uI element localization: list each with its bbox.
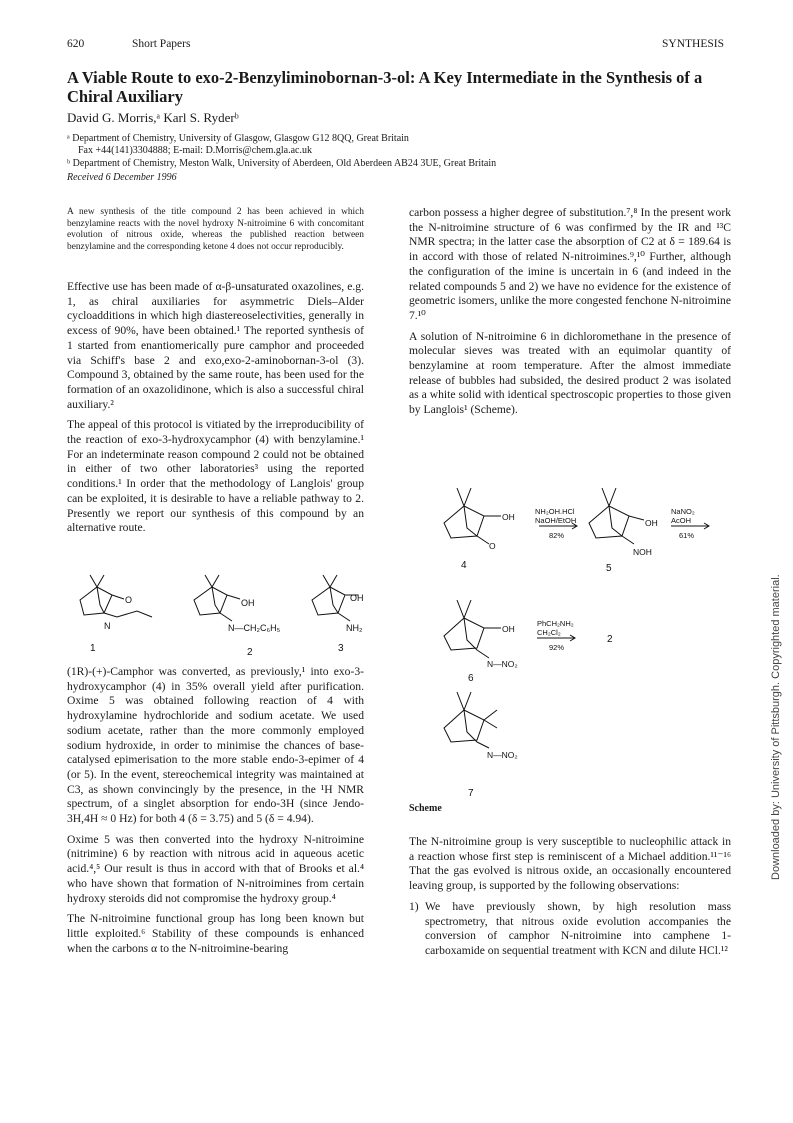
paragraph: A solution of N-nitroimine 6 in dichloromethane in the presence of molecular sieves was treated with an equimolar quantity of benzylamine at room temperature. After the almost immediate release of bubbles had subsided, the desired product 2 was isolated as a white solid with identical spectroscopic properties to those given by Langlois¹ (Scheme). xyxy=(409,329,731,417)
list-text: We have previously shown, by high resolution mass spectrometry, that nitrous oxide evolution accompanies the conversion of camphor N-nitroimine into camphene 1-carboxamide on sequential treatment with KCN and dilute HCl.¹² xyxy=(425,899,731,957)
substituent-benzylimine: N—CH₂C₆H₅ xyxy=(228,623,281,633)
page-number: 620 xyxy=(67,38,85,50)
reagent: PhCH₂NH₂ xyxy=(537,619,574,628)
reagent: NH₂OH.HCl xyxy=(535,507,575,516)
group-noh: NOH xyxy=(633,547,652,557)
reagent: NaOH/EtOH xyxy=(535,516,577,525)
compound-label: 2 xyxy=(607,634,613,645)
compound-label: 6 xyxy=(468,673,474,684)
group-nitroimine: N—NO₂ xyxy=(487,659,518,669)
group-nitroimine: N—NO₂ xyxy=(487,750,518,760)
contact-line: Fax +44(141)3304888; E-mail: D.Morris@chem.gla.ac.uk xyxy=(78,145,312,156)
affiliation-b: ᵇ Department of Chemistry, Meston Walk, University of Aberdeen, Old Aberdeen AB24 3UE, Great Britain xyxy=(67,158,497,169)
group-oh: OH xyxy=(645,518,658,528)
paper-title: A Viable Route to exo-2-Benzyliminobornan-3-ol: A Key Intermediate in the Synthesis of a Chiral Auxiliary xyxy=(67,68,703,106)
paragraph: (1R)-(+)-Camphor was converted, as previously,¹ into exo-3-hydroxycamphor (4) in 35% overall yield after purification. Oxime 5 was obtained following reaction of 4 with hydroxylamine hydrochloride and sodium acetate. We used sodium acetate, rather than the more commonly employed sodium hydroxide, in order to minimise the chances of base-catalysed epimerisation to the more stable endo-3-epimer of 4 (or 5). In the event, stereochemical integrity was maintained at C3, as shown convincingly by the presence, in the ¹H NMR spectrum, of a singlet absorption for endo-3H (since Jendo-3H,4H ≈ 0 Hz) for both 4 (δ = 3.75) and 5 (δ = 4.94). xyxy=(67,665,364,826)
reagent-yield: 82% xyxy=(549,531,565,540)
received-date: Received 6 December 1996 xyxy=(67,172,177,183)
left-column-intro xyxy=(67,280,364,542)
compound-label: 2 xyxy=(247,647,253,658)
authors: David G. Morris,ᵃ Karl S. Ryderᵇ xyxy=(67,110,239,125)
paragraph: The N-nitroimine functional group has long been known but little exploited.⁶ Stability of these compounds is enhanced when the carbons α to the N-nitroimine-bearing xyxy=(67,912,364,955)
substituent-oh: OH xyxy=(350,593,364,603)
list-item xyxy=(409,900,731,959)
paragraph: The N-nitroimine group is very susceptible to nucleophilic attack in a reaction whose first step is reminiscent of a Michael addition.¹¹⁻¹⁶ That the gas evolved is nitrous oxide, an occasionally encountered leaving group, is supported by the following observations: xyxy=(409,835,731,893)
compound-label: 5 xyxy=(606,563,612,574)
abstract: A new synthesis of the title compound 2 has been achieved in which benzylamine reacts with the novel hydroxy N-nitroimine 6 with concomitant evolution of nitrous oxide, whereas the published reaction between benzylamine and the corresponding ketone 4 does not occur reproducibly. xyxy=(67,207,364,252)
compound-label: 4 xyxy=(461,560,467,571)
group-oh: OH xyxy=(502,624,515,634)
reaction-scheme xyxy=(409,478,734,808)
group-oh: OH xyxy=(502,512,515,522)
journal-name: SYNTHESIS xyxy=(662,38,724,50)
compound-label: 3 xyxy=(338,643,344,654)
reagent: CH₂Cl₂ xyxy=(537,628,561,637)
reagent-yield: 92% xyxy=(549,643,565,652)
left-column-continued xyxy=(67,665,364,962)
paragraph: Oxime 5 was then converted into the hydroxy N-nitroimine (nitrimine) 6 by reaction with nitrous acid in aqueous acetic acid.⁴,⁵ Our result is thus in accord with that of Brooks et al.⁴ who have shown that formation of N-nitroimines from certain hydroxy steroids did not compromise the hydroxy group.⁴ xyxy=(67,832,364,905)
download-watermark: Downloaded by: University of Pittsburgh. Copyrighted material. xyxy=(770,574,782,880)
paragraph: The appeal of this protocol is vitiated by the irreproducibility of the reaction of exo-3-hydroxycamphor (4) with benzylamine.¹ For an indeterminate reason compound 2 could not be obtained in either of two other laboratories³ using the reported conditions.¹ In order that the methodology of Langlois' group can be exploited, it is desirable to have a reliable pathway to 2. Presently we report our synthesis of this compound by an alternative route. xyxy=(67,418,364,535)
reagent: AcOH xyxy=(671,516,692,525)
substituent-o: O xyxy=(125,595,133,605)
compound-label: 1 xyxy=(90,643,96,654)
reagent-yield: 61% xyxy=(679,531,695,540)
substituent-n: N xyxy=(104,621,111,631)
group-o: O xyxy=(489,541,496,551)
section-name: Short Papers xyxy=(132,38,191,50)
list-number: 1) xyxy=(409,899,419,913)
paragraph: carbon possess a higher degree of substitution.⁷,⁸ In the present work the N-nitroimine structure of 6 was confirmed by the IR and ¹³C NMR spectra; in the latter case the absorption of C2 at δ = 189.64 is in accord with those of related N-nitroimines.⁹,¹⁰ Further, although the configuration of the imine is uncertain in 6 (and indeed in the related compounds 5 and 2) we have no evidence for the existence of geometric isomers, unlike the more congested fenchone N-nitroimine 7.¹⁰ xyxy=(409,206,731,322)
affiliation-a: ᵃ Department of Chemistry, University of Glasgow, Glasgow G12 8QQ, Great Britain xyxy=(67,133,409,144)
paragraph: Effective use has been made of α-β-unsaturated oxazolines, e.g. 1, as chiral auxiliaries for asymmetric Diels–Alder cycloadditions in which high diastereoselectivities, generally in excess of 90%, have been obtained.¹ The reported synthesis of 1 started from enantiomerically pure camphor and proceeded via Schiff's base 2 and exo,exo-2-aminobornan-3-ol (3). Compound 3, obtained by the same route, has been used for the formation of an oxazolidinone, which is also a successful chiral auxiliary.² xyxy=(67,280,364,411)
substituent-nh2: NH₂ xyxy=(346,623,363,633)
reagent: NaNO₂ xyxy=(671,507,695,516)
right-column-top xyxy=(409,206,731,424)
substituent-oh: OH xyxy=(241,598,255,608)
structures-1-2-3 xyxy=(62,565,367,660)
compound-label: 7 xyxy=(468,788,474,799)
scheme-caption: Scheme xyxy=(409,803,442,814)
right-column-bottom xyxy=(409,835,731,959)
